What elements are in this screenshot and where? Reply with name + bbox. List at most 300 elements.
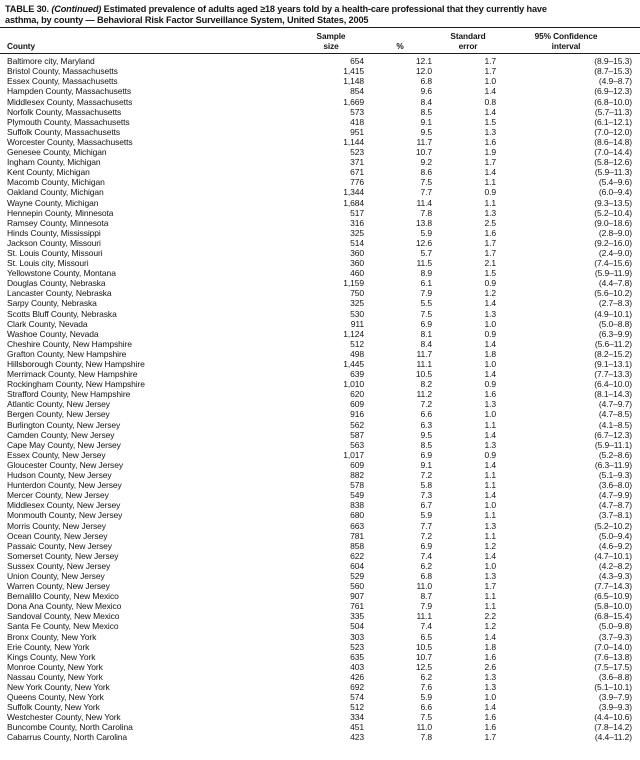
sample-size-cell: 635 <box>350 651 364 662</box>
standard-error-cell: 1.4 <box>484 490 496 501</box>
percent-cell: 6.7 <box>420 500 432 511</box>
sample-size-cell: 951 <box>350 126 364 137</box>
county-cell: Plymouth County, Massachusetts <box>7 116 130 127</box>
table-row <box>0 309 640 319</box>
column-header-sample-size: Sample size <box>298 28 368 54</box>
standard-error-cell: 1.3 <box>484 439 496 450</box>
standard-error-cell: 1.4 <box>484 167 496 178</box>
confidence-interval-cell: (6.8–10.0) <box>594 96 632 107</box>
table-row <box>0 732 640 742</box>
sample-size-cell: 504 <box>350 621 364 632</box>
table-row <box>0 127 640 137</box>
standard-error-cell: 1.2 <box>484 621 496 632</box>
county-cell: Atlantic County, New Jersey <box>7 399 110 410</box>
percent-cell: 7.5 <box>420 177 432 188</box>
percent-cell: 6.2 <box>420 560 432 571</box>
confidence-interval-cell: (7.0–12.0) <box>594 126 632 137</box>
percent-cell: 10.5 <box>415 369 432 380</box>
sample-size-cell: 1,144 <box>343 136 364 147</box>
table-row <box>0 66 640 76</box>
percent-cell: 11.0 <box>416 581 432 592</box>
sample-size-cell: 403 <box>350 661 364 672</box>
sample-size-cell: 609 <box>350 399 364 410</box>
percent-cell: 7.5 <box>420 712 432 723</box>
table-row <box>0 531 640 541</box>
percent-cell: 8.4 <box>420 338 432 349</box>
standard-error-cell: 1.7 <box>484 66 496 77</box>
table-row <box>0 409 640 419</box>
sample-size-cell: 604 <box>350 560 364 571</box>
county-cell: Hennepin County, Minnesota <box>7 207 114 218</box>
county-cell: Burlington County, New Jersey <box>7 419 121 430</box>
standard-error-cell: 1.1 <box>484 470 496 481</box>
sample-size-cell: 858 <box>350 540 364 551</box>
sample-size-cell: 523 <box>350 147 364 158</box>
sample-size-cell: 360 <box>350 258 364 269</box>
standard-error-cell: 1.6 <box>484 712 496 723</box>
standard-error-cell: 2.2 <box>484 611 496 622</box>
confidence-interval-cell: (4.4–7.8) <box>598 278 632 289</box>
county-cell: Monroe County, New York <box>7 661 103 672</box>
standard-error-cell: 1.4 <box>484 702 496 713</box>
confidence-interval-cell: (3.9–9.3) <box>598 702 632 713</box>
sample-size-cell: 562 <box>350 419 364 430</box>
sample-size-cell: 578 <box>350 480 364 491</box>
county-cell: Rockingham County, New Hampshire <box>7 379 145 390</box>
percent-cell: 11.2 <box>416 389 432 400</box>
sample-size-cell: 587 <box>350 429 364 440</box>
table-row <box>0 571 640 581</box>
table-row <box>0 510 640 520</box>
percent-cell: 7.4 <box>420 621 432 632</box>
sample-size-cell: 609 <box>350 459 364 470</box>
confidence-interval-cell: (6.9–12.3) <box>594 86 632 97</box>
confidence-interval-cell: (9.2–16.0) <box>594 237 632 248</box>
standard-error-cell: 1.9 <box>484 147 496 158</box>
table-row <box>0 97 640 107</box>
confidence-interval-cell: (6.1–12.1) <box>594 116 632 127</box>
confidence-interval-cell: (8.6–14.8) <box>594 136 632 147</box>
standard-error-cell: 1.1 <box>484 601 496 612</box>
percent-cell: 5.5 <box>420 298 432 309</box>
table-row <box>0 208 640 218</box>
confidence-interval-cell: (8.2–15.2) <box>594 348 632 359</box>
table-row <box>0 76 640 86</box>
standard-error-cell: 1.3 <box>484 126 496 137</box>
county-cell: Hinds County, Mississippi <box>7 227 101 238</box>
sample-size-cell: 761 <box>350 601 364 612</box>
standard-error-cell: 1.4 <box>484 459 496 470</box>
table-row <box>0 177 640 187</box>
table-row <box>0 107 640 117</box>
table-title-line2: asthma, by county — Behavioral Risk Factor Surveillance System, United States, 2005 <box>5 15 369 25</box>
percent-cell: 7.2 <box>420 530 432 541</box>
sample-size-cell: 680 <box>350 510 364 521</box>
sample-size-cell: 882 <box>350 470 364 481</box>
percent-cell: 11.7 <box>416 348 432 359</box>
county-cell: Worcester County, Massachusetts <box>7 136 133 147</box>
percent-cell: 6.3 <box>420 419 432 430</box>
table-row <box>0 652 640 662</box>
table-row <box>0 198 640 208</box>
standard-error-cell: 2.5 <box>484 217 496 228</box>
confidence-interval-cell: (3.7–8.1) <box>598 510 632 521</box>
county-cell: Sandoval County, New Mexico <box>7 611 120 622</box>
county-cell: Kent County, Michigan <box>7 167 90 178</box>
county-cell: New York County, New York <box>7 682 110 692</box>
county-cell: Hillsborough County, New Hampshire <box>7 359 145 369</box>
standard-error-cell: 1.1 <box>484 419 496 430</box>
sample-size-cell: 750 <box>350 288 364 299</box>
sample-size-cell: 663 <box>350 520 364 531</box>
county-cell: Essex County, Massachusetts <box>7 76 118 87</box>
confidence-interval-cell: (5.6–11.2) <box>594 338 632 349</box>
standard-error-cell: 1.6 <box>484 136 496 147</box>
county-cell: Cabarrus County, North Carolina <box>7 732 128 743</box>
table-row <box>0 561 640 571</box>
county-cell: Ocean County, New Jersey <box>7 530 108 541</box>
confidence-interval-cell: (4.2–8.2) <box>598 560 632 571</box>
standard-error-cell: 1.2 <box>484 288 496 299</box>
percent-cell: 9.6 <box>420 86 432 97</box>
table-title <box>0 0 640 28</box>
confidence-interval-cell: (3.6–8.8) <box>598 671 632 682</box>
table-row <box>0 54 640 67</box>
table-row <box>0 490 640 500</box>
table-row <box>0 258 640 268</box>
percent-cell: 5.9 <box>420 227 432 238</box>
standard-error-cell: 1.8 <box>484 641 496 652</box>
percent-cell: 9.1 <box>420 116 432 127</box>
confidence-interval-cell: (7.0–14.0) <box>594 641 632 652</box>
standard-error-cell: 1.2 <box>484 540 496 551</box>
sample-size-cell: 620 <box>350 389 364 400</box>
percent-cell: 7.2 <box>420 470 432 481</box>
county-cell: Warren County, New Jersey <box>7 581 110 592</box>
standard-error-cell: 0.8 <box>484 96 496 107</box>
confidence-interval-cell: (3.9–7.9) <box>598 692 632 703</box>
sample-size-cell: 451 <box>350 722 364 733</box>
sample-size-cell: 335 <box>350 611 364 622</box>
sample-size-cell: 838 <box>350 500 364 511</box>
percent-cell: 8.4 <box>420 96 432 107</box>
standard-error-cell: 1.3 <box>484 682 496 692</box>
table-row <box>0 500 640 510</box>
confidence-interval-cell: (4.9–10.1) <box>594 308 632 319</box>
confidence-interval-cell: (6.3–9.9) <box>598 328 632 339</box>
county-cell: Bernalillo County, New Mexico <box>7 591 119 602</box>
confidence-interval-cell: (5.7–11.3) <box>594 106 632 117</box>
percent-cell: 10.7 <box>415 651 432 662</box>
confidence-interval-cell: (5.8–10.0) <box>594 601 632 612</box>
table-header-row <box>0 28 640 54</box>
sample-size-cell: 1,669 <box>343 96 364 107</box>
table-row <box>0 480 640 490</box>
percent-cell: 7.6 <box>420 682 432 692</box>
county-cell: Passaic County, New Jersey <box>7 540 112 551</box>
county-cell: Suffolk County, New York <box>7 702 100 713</box>
table-row <box>0 369 640 379</box>
percent-cell: 12.1 <box>415 56 432 67</box>
standard-error-cell: 2.6 <box>484 661 496 672</box>
percent-cell: 8.5 <box>420 106 432 117</box>
percent-cell: 6.6 <box>420 702 432 713</box>
county-cell: Grafton County, New Hampshire <box>7 348 127 359</box>
percent-cell: 8.1 <box>420 328 432 339</box>
table-header <box>0 28 640 54</box>
standard-error-cell: 1.1 <box>484 197 496 208</box>
sample-size-cell: 530 <box>350 308 364 319</box>
sample-size-cell: 1,684 <box>343 197 364 208</box>
percent-cell: 7.2 <box>420 399 432 410</box>
table-row <box>0 359 640 369</box>
sample-size-cell: 671 <box>350 167 364 178</box>
percent-cell: 5.8 <box>420 480 432 491</box>
table-row <box>0 137 640 147</box>
sample-size-cell: 560 <box>350 581 364 592</box>
standard-error-cell: 1.0 <box>484 76 496 87</box>
sample-size-cell: 514 <box>350 237 364 248</box>
county-cell: Merrimack County, New Hampshire <box>7 369 138 380</box>
table-row <box>0 642 640 652</box>
standard-error-cell: 1.0 <box>484 359 496 369</box>
standard-error-cell: 1.4 <box>484 338 496 349</box>
standard-error-cell: 0.9 <box>484 187 496 198</box>
confidence-interval-cell: (8.1–14.3) <box>594 389 632 400</box>
county-cell: St. Louis County, Missouri <box>7 247 103 258</box>
sample-size-cell: 334 <box>350 712 364 723</box>
table-row <box>0 460 640 470</box>
county-cell: Essex County, New Jersey <box>7 449 106 460</box>
sample-size-cell: 529 <box>350 570 364 581</box>
table-row <box>0 288 640 298</box>
sample-size-cell: 523 <box>350 641 364 652</box>
county-cell: Bristol County, Massachusetts <box>7 66 118 77</box>
percent-cell: 7.9 <box>420 288 432 299</box>
table-row <box>0 389 640 399</box>
confidence-interval-cell: (3.6–8.0) <box>598 480 632 491</box>
percent-cell: 6.5 <box>420 631 432 642</box>
table-row <box>0 238 640 248</box>
percent-cell: 6.2 <box>420 671 432 682</box>
table-row <box>0 551 640 561</box>
table-row <box>0 722 640 732</box>
percent-cell: 5.9 <box>420 510 432 521</box>
sample-size-cell: 1,415 <box>343 66 364 77</box>
confidence-interval-cell: (4.1–8.5) <box>598 419 632 430</box>
percent-cell: 12.6 <box>415 237 432 248</box>
table-row <box>0 349 640 359</box>
county-cell: Hunterdon County, New Jersey <box>7 480 122 491</box>
continued-label: (Continued) <box>51 4 102 14</box>
county-cell: Westchester County, New York <box>7 712 121 723</box>
confidence-interval-cell: (9.0–18.6) <box>594 217 632 228</box>
county-cell: Bronx County, New York <box>7 631 97 642</box>
percent-cell: 11.1 <box>416 611 432 622</box>
confidence-interval-cell: (5.9–11.1) <box>594 439 632 450</box>
county-cell: Norfolk County, Massachusetts <box>7 106 122 117</box>
percent-cell: 9.5 <box>420 126 432 137</box>
sample-size-cell: 1,344 <box>343 187 364 198</box>
table-row <box>0 379 640 389</box>
standard-error-cell: 1.4 <box>484 298 496 309</box>
table-row <box>0 228 640 238</box>
sample-size-cell: 854 <box>350 86 364 97</box>
table-row <box>0 692 640 702</box>
percent-cell: 11.4 <box>416 197 432 208</box>
column-header-confidence-interval: 95% Confidence interval <box>500 28 640 54</box>
sample-size-cell: 498 <box>350 348 364 359</box>
confidence-interval-cell: (2.7–8.3) <box>598 298 632 309</box>
confidence-interval-cell: (6.5–10.9) <box>594 591 632 602</box>
percent-cell: 9.2 <box>420 157 432 168</box>
percent-cell: 5.9 <box>420 692 432 703</box>
confidence-interval-cell: (6.8–15.4) <box>594 611 632 622</box>
county-cell: Jackson County, Missouri <box>7 237 101 248</box>
confidence-interval-cell: (7.6–13.8) <box>594 651 632 662</box>
table-title-line1 <box>5 4 636 15</box>
standard-error-cell: 1.7 <box>484 56 496 67</box>
table-row <box>0 521 640 531</box>
table-row <box>0 117 640 127</box>
sample-size-cell: 325 <box>350 227 364 238</box>
confidence-interval-cell: (4.4–10.6) <box>594 712 632 723</box>
standard-error-cell: 1.4 <box>484 550 496 561</box>
percent-cell: 7.4 <box>420 550 432 561</box>
table-row <box>0 319 640 329</box>
table-row <box>0 268 640 278</box>
table-row <box>0 450 640 460</box>
standard-error-cell: 1.6 <box>484 722 496 733</box>
sample-size-cell: 639 <box>350 369 364 380</box>
confidence-interval-cell: (4.7–8.7) <box>598 500 632 511</box>
percent-cell: 6.6 <box>420 409 432 420</box>
confidence-interval-cell: (4.7–9.7) <box>598 399 632 410</box>
percent-cell: 8.5 <box>420 439 432 450</box>
county-cell: Washoe County, Nevada <box>7 328 99 339</box>
confidence-interval-cell: (5.2–10.4) <box>594 207 632 218</box>
sample-size-cell: 418 <box>350 116 364 127</box>
standard-error-cell: 0.9 <box>484 328 496 339</box>
standard-error-cell: 1.3 <box>484 308 496 319</box>
county-cell: Oakland County, Michigan <box>7 187 104 198</box>
county-cell: Erie County, New York <box>7 641 90 652</box>
table-row <box>0 298 640 308</box>
standard-error-cell: 1.1 <box>484 510 496 521</box>
county-cell: Santa Fe County, New Mexico <box>7 621 119 632</box>
standard-error-cell: 1.4 <box>484 86 496 97</box>
county-cell: Strafford County, New Hampshire <box>7 389 131 400</box>
table-row <box>0 329 640 339</box>
county-cell: Genesee County, Michigan <box>7 147 107 158</box>
confidence-interval-cell: (5.0–9.4) <box>598 530 632 541</box>
percent-cell: 6.8 <box>420 570 432 581</box>
table-row <box>0 399 640 409</box>
standard-error-cell: 1.1 <box>484 480 496 491</box>
table-number-label: TABLE 30. <box>5 4 49 14</box>
sample-size-cell: 1,010 <box>343 379 364 390</box>
standard-error-cell: 1.3 <box>484 671 496 682</box>
percent-cell: 9.5 <box>420 429 432 440</box>
county-cell: Baltimore city, Maryland <box>7 56 95 67</box>
confidence-interval-cell: (4.7–9.9) <box>598 490 632 501</box>
standard-error-cell: 1.8 <box>484 348 496 359</box>
confidence-interval-cell: (7.8–14.2) <box>594 722 632 733</box>
table-row <box>0 187 640 197</box>
percent-cell: 8.2 <box>420 379 432 390</box>
percent-cell: 10.7 <box>415 147 432 158</box>
confidence-interval-cell: (4.6–9.2) <box>598 540 632 551</box>
table-row <box>0 430 640 440</box>
percent-cell: 7.7 <box>420 520 432 531</box>
sample-size-cell: 316 <box>350 217 364 228</box>
percent-cell: 7.8 <box>420 207 432 218</box>
standard-error-cell: 1.7 <box>484 157 496 168</box>
confidence-interval-cell: (7.0–14.4) <box>594 147 632 158</box>
confidence-interval-cell: (6.0–9.4) <box>598 187 632 198</box>
county-cell: Morris County, New Jersey <box>7 520 106 531</box>
percent-cell: 11.1 <box>416 359 432 369</box>
county-cell: Monmouth County, New Jersey <box>7 510 123 521</box>
percent-cell: 9.1 <box>420 459 432 470</box>
standard-error-cell: 1.7 <box>484 732 496 743</box>
standard-error-cell: 1.1 <box>484 530 496 541</box>
table-row <box>0 147 640 157</box>
table-row <box>0 621 640 631</box>
percent-cell: 12.0 <box>415 66 432 77</box>
county-cell: Ramsey County, Minnesota <box>7 217 109 228</box>
table-body <box>0 54 640 743</box>
standard-error-cell: 1.0 <box>484 409 496 420</box>
sample-size-cell: 512 <box>350 702 364 713</box>
county-cell: Nassau County, New York <box>7 671 103 682</box>
sample-size-cell: 512 <box>350 338 364 349</box>
county-cell: Buncombe County, North Carolina <box>7 722 133 733</box>
confidence-interval-cell: (7.5–17.5) <box>594 661 632 672</box>
table-row <box>0 712 640 722</box>
table-row <box>0 611 640 621</box>
sample-size-cell: 574 <box>350 692 364 703</box>
standard-error-cell: 1.6 <box>484 389 496 400</box>
sample-size-cell: 325 <box>350 298 364 309</box>
sample-size-cell: 622 <box>350 550 364 561</box>
county-cell: Wayne County, Michigan <box>7 197 99 208</box>
table-row <box>0 682 640 692</box>
percent-cell: 7.8 <box>420 732 432 743</box>
standard-error-cell: 1.6 <box>484 651 496 662</box>
standard-error-cell: 1.5 <box>484 116 496 127</box>
table-row <box>0 278 640 288</box>
confidence-interval-cell: (5.9–11.3) <box>594 167 632 178</box>
sample-size-cell: 573 <box>350 106 364 117</box>
column-header-standard-error: Standard error <box>438 28 500 54</box>
standard-error-cell: 1.3 <box>484 570 496 581</box>
county-cell: Mercer County, New Jersey <box>7 490 109 501</box>
county-cell: Suffolk County, Massachusetts <box>7 126 121 137</box>
confidence-interval-cell: (5.0–9.8) <box>598 621 632 632</box>
county-cell: Douglas County, Nebraska <box>7 278 106 289</box>
standard-error-cell: 1.7 <box>484 247 496 258</box>
confidence-interval-cell: (5.6–10.2) <box>594 288 632 299</box>
percent-cell: 6.9 <box>420 318 432 329</box>
sample-size-cell: 781 <box>350 530 364 541</box>
table-row <box>0 632 640 642</box>
table-row <box>0 591 640 601</box>
standard-error-cell: 1.0 <box>484 692 496 703</box>
sample-size-cell: 911 <box>350 318 364 329</box>
sample-size-cell: 1,148 <box>343 76 364 87</box>
confidence-interval-cell: (8.7–15.3) <box>594 66 632 77</box>
